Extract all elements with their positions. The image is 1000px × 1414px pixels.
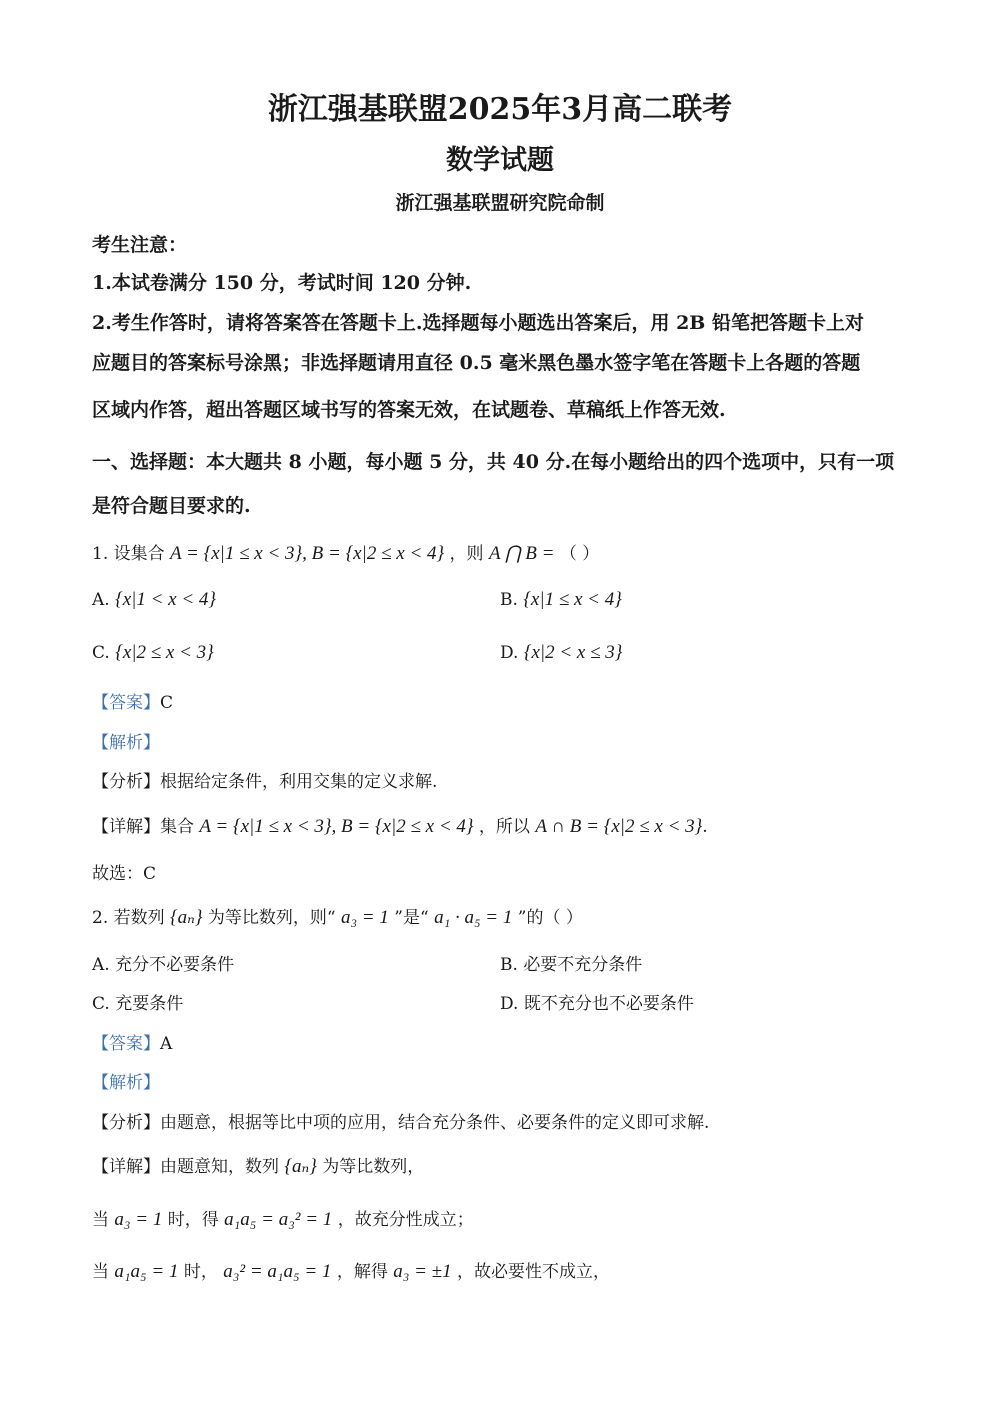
q1-option-b (500, 589, 622, 611)
q2-line-a-pre: 当 (92, 1210, 109, 1230)
q1-prefix: 1. 设集合 (92, 544, 165, 564)
q2-answer (92, 1029, 172, 1054)
notice-item-1: 1.本试卷满分 150 分，考试时间 120 分钟. (92, 272, 472, 294)
q2-xiangjie-tag: 【详解】 (92, 1157, 160, 1177)
q1-option-a-text: {x|1 < x < 4} (115, 589, 217, 610)
q2-cond-2: a₁ · a₅ = 1 (434, 907, 513, 928)
q2-option-d-text: 既不充分也不必要条件 (523, 994, 694, 1014)
q2-option-a-label: A. (92, 955, 110, 975)
q2-line-b-mid-2: ，解得 (336, 1262, 388, 1282)
q2-line-b-math-1: a₁a₅ = 1 (114, 1261, 179, 1282)
q2-seq: {aₙ} (170, 907, 203, 928)
q2-xiangjie-text: 由题意知，数列 (160, 1157, 279, 1177)
q2-line-a-mid: 时，得 (167, 1210, 219, 1230)
q1-xiangjie-end: . (702, 817, 708, 837)
q2-prefix: 2. 若数列 (92, 908, 165, 928)
exam-subtitle: 数学试题 (446, 145, 554, 176)
question-1-stem (92, 539, 599, 565)
q2-option-c-text: 充要条件 (115, 994, 184, 1014)
q2-end: ”的（ ） (517, 908, 583, 928)
notice-heading: 考生注意： (92, 234, 188, 256)
notice-item-2-line-3: 区域内作答，超出答题区域书写的答案无效，在试题卷、草稿纸上作答无效. (92, 399, 726, 421)
q1-sets: A = {x|1 ≤ x < 3}, B = {x|2 ≤ x < 4} (170, 543, 445, 564)
q2-line-a-math-1: a₃ = 1 (114, 1209, 163, 1230)
q2-fenxi-text: 由题意，根据等比中项的应用，结合充分条件、必要条件的定义即可求解. (160, 1113, 710, 1133)
q1-xiangjie-math-1: A = {x|1 ≤ x < 3}, B = {x|2 ≤ x < 4} (199, 816, 474, 837)
q2-mid-1: 为等比数列，则“ (207, 908, 336, 928)
section-1-line-2: 是符合题目要求的. (92, 495, 251, 517)
q2-mid-2: ”是“ (394, 908, 429, 928)
q2-option-d (500, 989, 694, 1014)
q1-answer-value: C (160, 693, 174, 713)
q2-line-b-math-2: a₃² = a₁a₅ = 1 (223, 1261, 332, 1282)
q1-analysis-tag: 【解析】 (92, 733, 160, 753)
notice-item-2-line-1: 2.考生作答时，请将答案答在答题卡上.选择题每小题选出答案后，用 2B 铅笔把答题卡上对 (92, 312, 864, 334)
q2-cond-1: a₃ = 1 (340, 907, 389, 928)
q2-option-b-text: 必要不充分条件 (523, 955, 643, 975)
exam-organizer: 浙江强基联盟研究院命制 (395, 192, 605, 214)
q2-fenxi (92, 1108, 709, 1133)
q2-line-b-end: ，故必要性不成立， (457, 1262, 610, 1282)
q2-option-b-label: B. (500, 955, 518, 975)
exam-title: 浙江强基联盟2025年3月高二联考 (267, 92, 733, 127)
q2-option-c-label: C. (92, 994, 110, 1014)
q2-line-a-end: ，故充分性成立； (337, 1210, 474, 1230)
q1-option-a (92, 589, 216, 611)
q2-option-a-text: 充分不必要条件 (115, 955, 235, 975)
q2-line-b-pre: 当 (92, 1262, 109, 1282)
q1-ask: A ⋂ B = (488, 543, 555, 564)
q2-xiangjie-seq: {aₙ} (284, 1156, 317, 1177)
q1-xiangjie-prefix: 集合 (160, 817, 194, 837)
q1-fenxi (92, 767, 437, 792)
q2-xiangjie (92, 1152, 424, 1178)
q1-answer-tag: 【答案】 (92, 693, 160, 713)
q1-option-c-label: C. (92, 643, 110, 663)
q2-option-a (92, 950, 234, 975)
q1-fenxi-text: 根据给定条件，利用交集的定义求解. (160, 772, 438, 792)
q1-option-d (500, 642, 622, 664)
q1-option-d-label: D. (500, 643, 519, 663)
section-1-line-1: 一、选择题：本大题共 8 小题，每小题 5 分，共 40 分.在每小题给出的四个选项中，只有一项 (92, 451, 895, 473)
q1-xiangjie-math-2: A ∩ B = {x|2 ≤ x < 3} (535, 816, 703, 837)
q1-answer (92, 688, 173, 713)
q1-analysis (92, 728, 160, 753)
q1-option-a-label: A. (92, 590, 110, 610)
q2-line-a (92, 1205, 474, 1231)
q1-option-c (92, 642, 214, 664)
q2-option-b (500, 950, 642, 975)
q1-xiangjie-mid: ，所以 (478, 817, 530, 837)
q2-xiangjie-end: 为等比数列， (322, 1157, 425, 1177)
q1-paren: （ ） (559, 544, 600, 564)
q2-analysis-tag: 【解析】 (92, 1073, 160, 1093)
q1-fenxi-tag: 【分析】 (92, 772, 160, 792)
q1-xiangjie-tag: 【详解】 (92, 817, 160, 837)
notice-item-2-line-2: 应题目的答案标号涂黑；非选择题请用直径 0.5 毫米黑色墨水签字笔在答题卡上各题的答题 (92, 352, 861, 374)
q2-option-c (92, 989, 183, 1014)
question-2-stem (92, 903, 583, 929)
q2-option-d-label: D. (500, 994, 519, 1014)
q1-xiangjie (92, 812, 708, 838)
q2-line-b (92, 1257, 610, 1283)
q1-option-d-text: {x|2 < x ≤ 3} (523, 642, 623, 663)
q1-option-c-text: {x|2 ≤ x < 3} (115, 642, 214, 663)
q1-choose: 故选：C (92, 864, 157, 884)
q1-option-b-text: {x|1 ≤ x < 4} (523, 589, 622, 610)
q2-line-b-mid: 时， (183, 1262, 218, 1282)
q2-line-a-math-2: a₁a₅ = a₃² = 1 (224, 1209, 333, 1230)
q2-line-b-math-3: a₃ = ±1 (393, 1261, 452, 1282)
q2-fenxi-tag: 【分析】 (92, 1113, 160, 1133)
q1-then: ，则 (449, 544, 484, 564)
q2-analysis (92, 1068, 160, 1093)
q1-option-b-label: B. (500, 590, 518, 610)
q2-answer-value: A (160, 1034, 173, 1054)
q2-answer-tag: 【答案】 (92, 1034, 160, 1054)
